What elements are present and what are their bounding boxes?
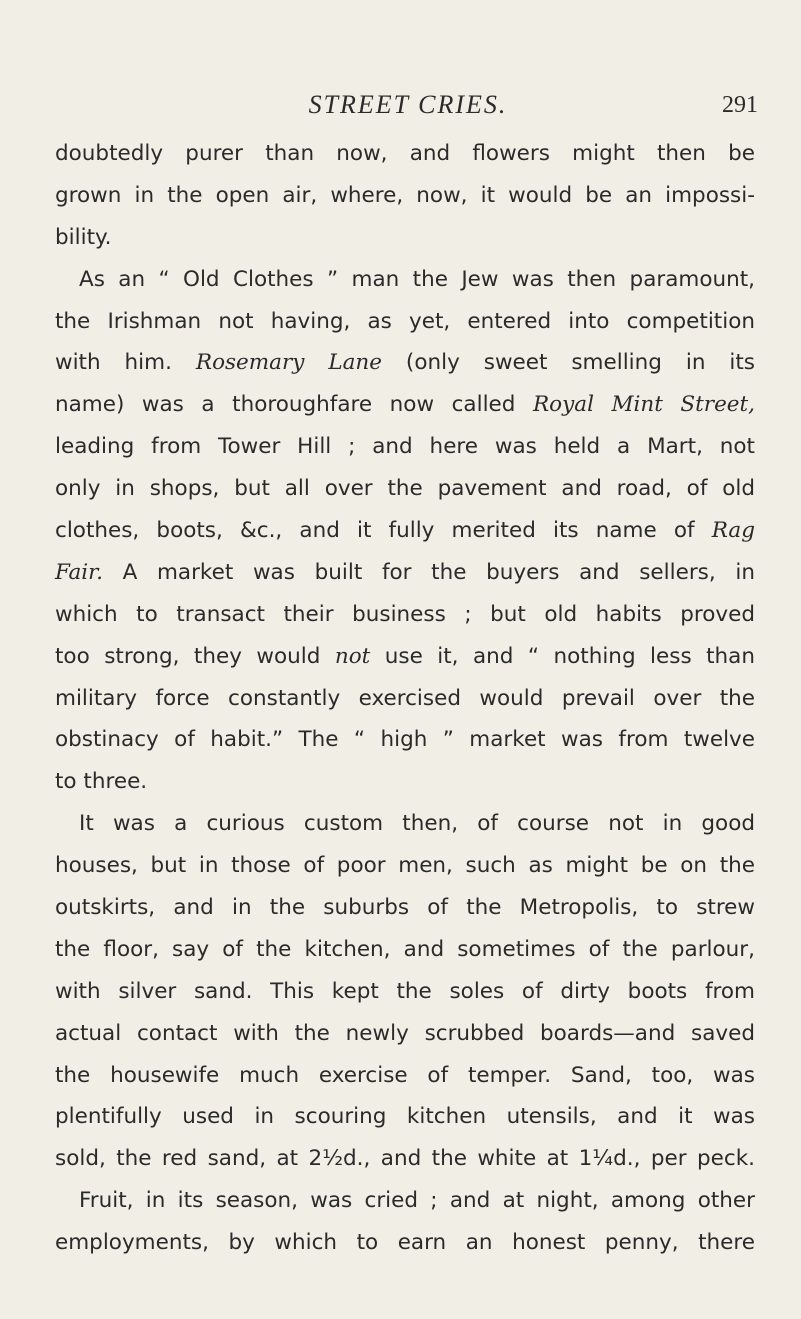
text-line: with silver sand. This kept the soles of dirty boots from	[55, 978, 755, 1004]
text-line: the housewife much exercise of temper. Sand, too, was	[55, 1062, 755, 1088]
text-line: the floor, say of the kitchen, and sometimes of the parlour,	[55, 936, 755, 962]
page-number: 291	[722, 92, 758, 118]
text-line: the Irishman not having, as yet, entered into competition	[55, 308, 755, 334]
italic-place-name: Fair.	[55, 559, 103, 585]
text-line	[55, 636, 755, 678]
paragraph-start-line: Fruit, in its season, was cried ; and at night, among other	[79, 1188, 755, 1214]
text-segment: clothes, boots, &c., and it fully merited its name of	[55, 518, 712, 544]
paragraph-start-line: As an “ Old Clothes ” man the Jew was then paramount,	[79, 266, 755, 292]
text-line: sold, the red sand, at 2½d., and the white at 1¼d., per peck.	[55, 1146, 755, 1172]
text-segment: (only sweet smelling in its	[382, 350, 755, 376]
text-line	[55, 342, 755, 384]
text-line: to three.	[55, 769, 148, 795]
text-line: houses, but in those of poor men, such as might be on the	[55, 853, 755, 879]
page-header	[58, 90, 758, 126]
text-segment: use it, and “ nothing less than	[370, 643, 755, 669]
italic-emphasis: not	[334, 643, 371, 669]
text-line: plentifully used in scouring kitchen utensils, and it was	[55, 1104, 755, 1130]
text-line: outskirts, and in the suburbs of the Metropolis, to strew	[55, 895, 755, 921]
text-line: only in shops, but all over the pavement and road, of old	[55, 476, 755, 502]
text-line: leading from Tower Hill ; and here was held a Mart, not	[55, 434, 755, 460]
text-segment: with him.	[55, 350, 196, 376]
text-line: grown in the open air, where, now, it would be an impossi-	[55, 182, 755, 208]
text-line: doubtedly purer than now, and flowers might then be	[55, 141, 755, 166]
italic-place-name: Rosemary Lane	[195, 350, 382, 376]
text-line: bility.	[55, 224, 112, 250]
text-line: military force constantly exercised would prevail over the	[55, 685, 755, 711]
text-line	[55, 552, 755, 594]
paragraph-start-line: It was a curious custom then, of course not in good	[79, 811, 755, 837]
text-line: employments, by which to earn an honest penny, there	[55, 1230, 755, 1256]
text-line: which to transact their business ; but old habits proved	[55, 601, 755, 627]
text-line	[55, 510, 755, 552]
text-segment: name) was a thoroughfare now called	[55, 392, 533, 418]
text-line: obstinacy of habit.” The “ high ” market was from twelve	[55, 727, 755, 753]
text-segment: too strong, they would	[55, 643, 335, 669]
text-line: actual contact with the newly scrubbed boards—and saved	[55, 1020, 755, 1046]
running-head: STREET CRIES.	[308, 90, 508, 119]
body-text	[55, 133, 755, 1264]
italic-place-name: Rag	[711, 518, 755, 544]
text-segment: A market was built for the buyers and sellers, in	[102, 559, 755, 585]
italic-place-name: Royal Mint Street,	[532, 392, 755, 418]
text-line	[55, 384, 755, 426]
